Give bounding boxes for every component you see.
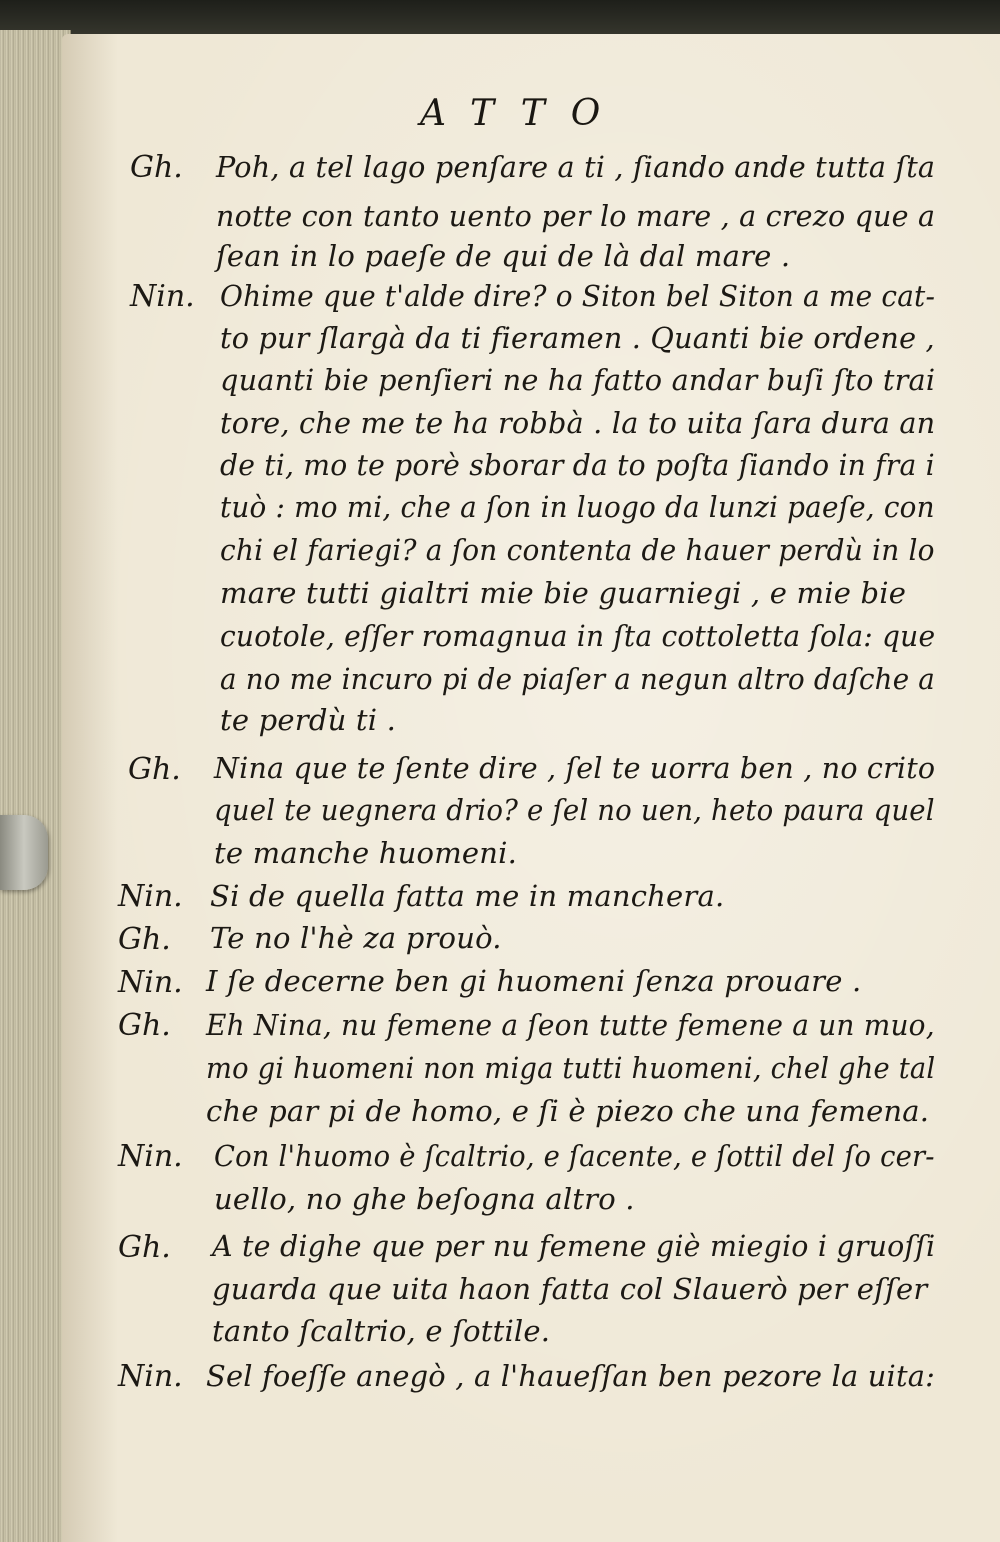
- book-clasp: [0, 815, 48, 890]
- text-line: uello, no ghe beſogna altro .: [214, 1182, 635, 1216]
- text-line: te perdù ti .: [220, 703, 397, 737]
- text-line: Eh Nina, nu femene a ſeon tutte femene a un muo,: [206, 1008, 935, 1042]
- text-line: Poh, a tel lago penſare a ti , ſiando ande tutta ſta: [216, 150, 936, 184]
- speaker-label: Gh.: [118, 1008, 171, 1043]
- text-line: A te dighe que per nu femene giè miegio i gruoſſi: [212, 1229, 936, 1263]
- text-line: ſean in lo paeſe de qui de là dal mare .: [216, 239, 791, 273]
- text-line: guarda que uita haon fatta col Slauerò per eſſer: [212, 1272, 928, 1306]
- speaker-label: Gh.: [118, 922, 171, 957]
- text-line: mo gi huomeni non miga tutti huomeni, chel ghe tal: [206, 1051, 936, 1085]
- speaker-label: Gh.: [130, 150, 183, 185]
- speaker-label: Gh.: [118, 1230, 171, 1265]
- text-line: quanti bie penſieri ne ha fatto andar buſi ſto trai: [220, 363, 936, 397]
- speaker-label: Nin.: [118, 879, 183, 914]
- speaker-label: Nin.: [118, 965, 183, 1000]
- text-line: che par pi de homo, e ſi è piezo che una femena.: [206, 1094, 930, 1128]
- text-line: cuotole, eſſer romagnua in ſta cottoletta ſola: que: [220, 619, 936, 653]
- text-line: te manche huomeni.: [214, 836, 518, 870]
- text-line: de ti, mo te porè sborar da to poſta ſiando in fra i: [220, 448, 935, 482]
- running-head: ATTO: [420, 93, 627, 134]
- text-line: I ſe decerne ben gi huomeni ſenza prouare .: [206, 964, 862, 998]
- text-line: notte con tanto uento per lo mare , a crezo que a: [216, 199, 936, 233]
- text-line: Te no l'hè za prouò.: [210, 921, 502, 955]
- text-line: a no me incuro pi de piaſer a negun altro daſche a: [220, 662, 935, 696]
- text-line: to pur ſlargà da ti fieramen . Quanti bie ordene ,: [220, 321, 935, 355]
- text-line: tore, che me te ha robbà . la to uita ſara dura an: [220, 406, 936, 440]
- speaker-label: Nin.: [118, 1139, 183, 1174]
- text-line: mare tutti gialtri mie bie guarniegi , e mie bie: [220, 576, 907, 610]
- text-line: Con l'huomo è ſcaltrio, e ſacente, e ſottil del ſo cer-: [214, 1139, 935, 1173]
- text-line: tanto ſcaltrio, e ſottile.: [212, 1314, 551, 1348]
- speaker-label: Nin.: [118, 1359, 183, 1394]
- text-line: Nina que te ſente dire , ſel te uorra ben , no crito: [214, 751, 936, 785]
- speaker-label: Nin.: [130, 279, 195, 314]
- text-line: tuò : mo mi, che a ſon in luogo da lunzi paeſe, con: [220, 490, 935, 524]
- speaker-label: Gh.: [128, 752, 181, 787]
- text-line: chi el fariegi? a ſon contenta de hauer perdù in lo: [220, 533, 935, 567]
- text-line: quel te uegnera drio? e ſel no uen, heto paura quel: [214, 793, 935, 827]
- text-line: Si de quella fatta me in manchera.: [210, 879, 725, 913]
- page-stack-edge: [0, 30, 71, 1542]
- text-line: Sel foeſſe anegò , a l'haueſſan ben pezore la uita:: [206, 1359, 936, 1393]
- text-line: Ohime que t'alde dire? o Siton bel Siton a me cat-: [220, 279, 936, 313]
